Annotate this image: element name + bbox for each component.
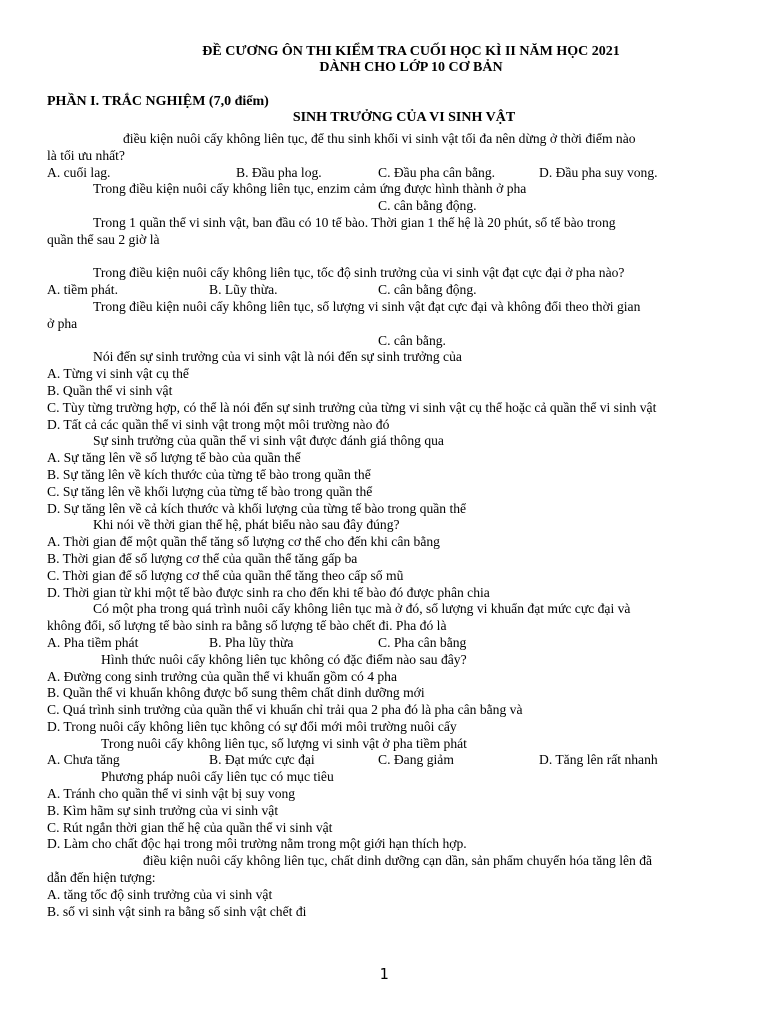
part-title: PHẦN I. TRẮC NGHIỆM (7,0 điểm) — [47, 94, 269, 109]
option-b: B. Quần thể vi khuẩn không được bổ sung thêm chất dinh dưỡng mới — [47, 685, 425, 701]
option-d: D. Làm cho chất độc hại trong môi trường nằm trong một giới hạn thích hợp. — [47, 836, 467, 852]
option-b: B. Đầu pha log. — [236, 164, 322, 180]
question-9-options — [47, 635, 722, 652]
question-10-stem: Hình thức nuôi cấy không liên tục không có đặc điểm nào sau đây? — [101, 651, 467, 667]
header-title: ĐỀ CƯƠNG ÔN THI KIỂM TRA CUỐI HỌC KÌ II NĂM HỌC 2021 — [202, 44, 620, 59]
question-2-options — [47, 198, 722, 215]
option-a: A. Thời gian để một quần thể tăng số lượng cơ thể cho đến khi cân bằng — [47, 534, 440, 550]
header-subtitle: DÀNH CHO LỚP 10 CƠ BẢN — [319, 60, 503, 75]
option-c: C. Sự tăng lên về khối lượng của từng tế bào trong quần thể — [47, 483, 373, 499]
option-c: C. cân bằng động. — [378, 198, 477, 214]
question-11-stem: Trong nuôi cấy không liên tục, số lượng vi sinh vật ở pha tiềm phát — [101, 735, 467, 751]
question-1-stem: điều kiện nuôi cấy không liên tục, để thu sinh khối vi sinh vật tối đa nên dừng ở thời điểm nào — [123, 131, 636, 146]
option-b: B. Thời gian để số lượng cơ thể của quần thể tăng gấp ba — [47, 550, 358, 566]
option-d: D. Sự tăng lên về cả kích thước và khối lượng của từng tế bào trong quần thể — [47, 500, 467, 516]
question-7-stem: Sự sinh trưởng của quần thể vi sinh vật được đánh giá thông qua — [93, 433, 444, 449]
question-8-stem: Khi nói về thời gian thế hệ, phát biểu nào sau đây đúng? — [93, 517, 400, 533]
option-b: B. Quần thể vi sinh vật — [47, 382, 173, 398]
option-d: D. Tăng lên rất nhanh — [539, 752, 658, 768]
page-number: 1 — [379, 965, 389, 983]
question-6-stem: Nói đến sự sinh trưởng của vi sinh vật là nói đến sự sinh trưởng của — [93, 349, 462, 365]
option-a: A. tăng tốc độ sinh trưởng của vi sinh vật — [47, 886, 273, 902]
option-d: D. Đầu pha suy vong. — [539, 164, 658, 180]
question-5-stem: Trong điều kiện nuôi cấy không liên tục, số lượng vi sinh vật đạt cực đại và không đổi theo thời gian — [93, 298, 641, 314]
question-13-stem-cont: dẫn đến hiện tượng: — [47, 870, 156, 886]
option-c: C. Rút ngắn thời gian thế hệ của quần thể vi sinh vật — [47, 819, 333, 835]
option-b: B. Pha lũy thừa — [209, 634, 294, 650]
section-title — [0, 110, 768, 127]
question-12-stem: Phương pháp nuôi cấy liên tục có mục tiêu — [101, 769, 334, 785]
option-c: C. Đầu pha cân bằng. — [378, 164, 496, 180]
option-c: C. Đang giảm — [378, 752, 454, 768]
question-5-stem-cont: ở pha — [47, 315, 78, 331]
option-c: C. Quá trình sinh trưởng của quần thể vi khuẩn chỉ trải qua 2 pha đó là pha cân bằng và — [47, 702, 523, 718]
question-2-stem: Trong điều kiện nuôi cấy không liên tục, enzim cảm ứng được hình thành ở pha — [93, 181, 527, 197]
option-b: B. Lũy thừa. — [209, 282, 278, 298]
option-d: D. Tất cả các quần thể vi sinh vật trong một môi trường nào đó — [47, 416, 390, 432]
question-5-options — [47, 333, 722, 350]
option-b: B. Đạt mức cực đại — [209, 752, 315, 768]
option-a: A. Pha tiềm phát — [47, 634, 139, 650]
question-1-options — [47, 165, 722, 182]
option-a: A. Sự tăng lên về số lượng tế bào của quần thể — [47, 450, 301, 466]
option-d: D. Trong nuôi cấy không liên tục không có sự đổi mới môi trường nuôi cấy — [47, 718, 457, 734]
question-9-stem: Có một pha trong quá trình nuôi cấy không liên tục mà ở đó, số lượng vi khuẩn đạt mức cực đại và — [93, 601, 631, 617]
option-a: A. Chưa tăng — [47, 752, 120, 768]
option-a: A. cuối lag. — [47, 164, 111, 180]
option-c: C. cân bằng động. — [378, 282, 477, 298]
option-c: C. Thời gian để số lượng cơ thể của quần thể tăng theo cấp số mũ — [47, 567, 404, 583]
question-3-stem: Trong 1 quần thể vi sinh vật, ban đầu có 10 tế bào. Thời gian 1 thế hệ là 20 phút, số tế bào trong — [93, 214, 616, 230]
question-11-options — [47, 752, 722, 769]
question-4-options — [47, 282, 722, 299]
section-title-text: SINH TRƯỞNG CỦA VI SINH VẬT — [292, 110, 516, 125]
option-d: D. Thời gian từ khi một tế bào được sinh ra cho đến khi tế bào đó được phân chia — [47, 584, 490, 600]
option-a: A. tiềm phát. — [47, 282, 118, 298]
option-c: C. Pha cân bằng — [378, 634, 467, 650]
option-a: A. Đường cong sinh trưởng của quần thể vi khuẩn gồm có 4 pha — [47, 668, 398, 684]
question-13-stem: điều kiện nuôi cấy không liên tục, chất dinh dưỡng cạn dần, sản phẩm chuyển hóa tăng lên đã — [143, 853, 653, 869]
option-c: C. Tùy từng trường hợp, có thể là nói đến sự sinh trưởng của từng vi sinh vật cụ thể hoặc cả quần thể vi sinh vật — [47, 399, 657, 415]
question-list — [47, 131, 722, 920]
question-4-stem: Trong điều kiện nuôi cấy không liên tục, tốc độ sinh trưởng của vi sinh vật đạt cực đại ở pha nào? — [93, 265, 625, 281]
document-header — [0, 44, 768, 76]
option-b: B. Sự tăng lên về kích thước của từng tế bào trong quần thể — [47, 466, 371, 482]
option-a: A. Tránh cho quần thể vi sinh vật bị suy vong — [47, 786, 296, 802]
option-b: B. số vi sinh vật sinh ra bằng số sinh vật chết đi — [47, 903, 307, 919]
question-1-stem-cont: là tối ưu nhất? — [47, 147, 125, 163]
option-a: A. Từng vi sinh vật cụ thể — [47, 366, 189, 382]
option-b: B. Kìm hãm sự sinh trưởng của vi sinh vật — [47, 802, 279, 818]
question-9-stem-cont: không đổi, số lượng tế bào sinh ra bằng số lượng tế bào chết đi. Pha đó là — [47, 618, 447, 634]
question-3-stem-cont: quần thể sau 2 giờ là — [47, 231, 160, 247]
option-c: C. cân bằng. — [378, 332, 446, 348]
